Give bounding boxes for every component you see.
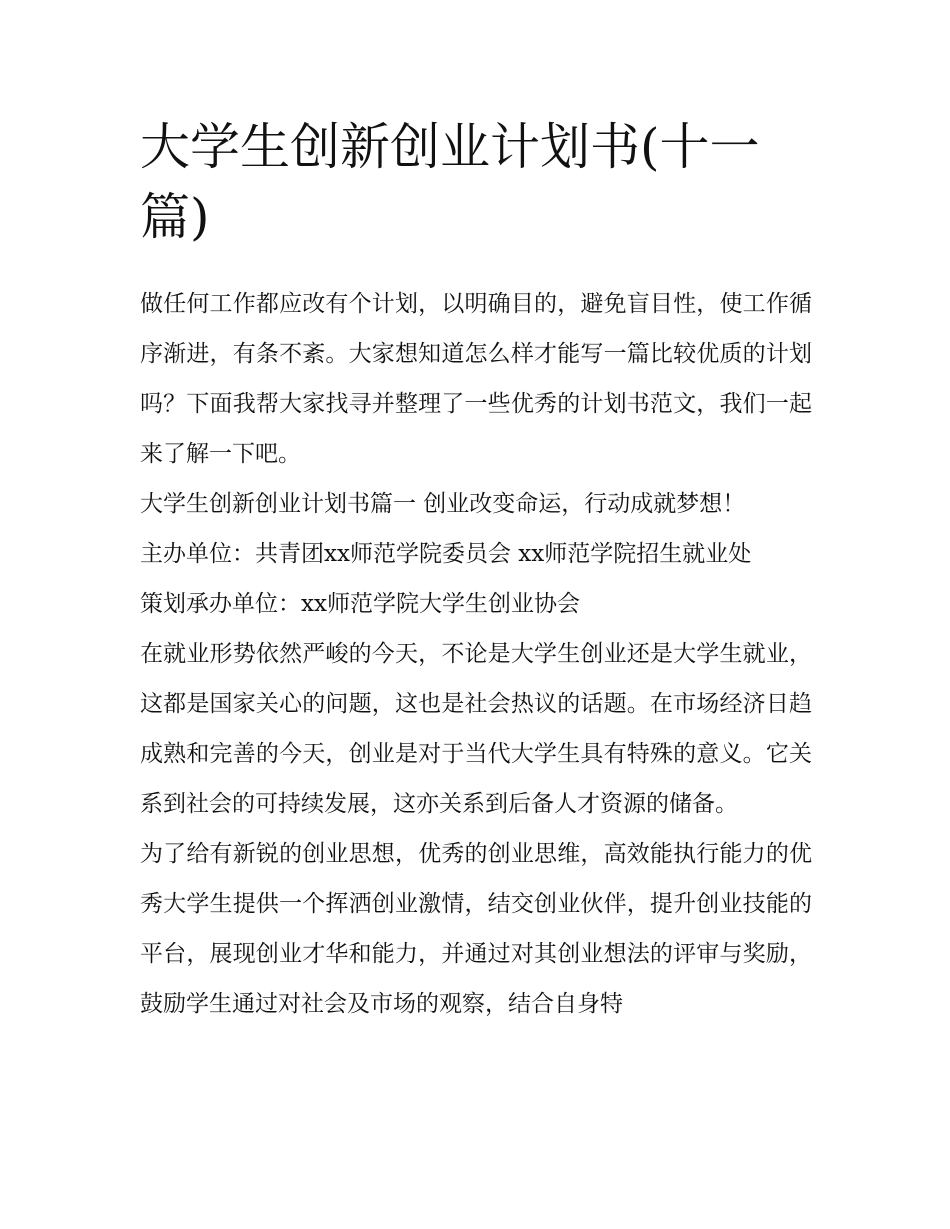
paragraph-background: 在就业形势依然严峻的今天，不论是大学生创业还是大学生就业，这都是国家关心的问题，这也是社会热议的话题。在市场经济日趋成熟和完善的今天，创业是对于当代大学生具有特殊的意义。它关系到社会的可持续发展，这亦关系到后备人才资源的储备。: [140, 641, 812, 817]
paragraph-co-organizer: 策划承办单位：xx师范学院大学生创业协会: [140, 591, 580, 617]
document-body: [140, 279, 812, 1029]
paragraph-organizer: 主办单位：共青团xx师范学院委员会 xx师范学院招生就业处: [140, 541, 752, 567]
paragraph-section-heading: 大学生创新创业计划书篇一 创业改变命运，行动成就梦想！: [140, 491, 746, 517]
document-title: 大学生创新创业计划书(十一篇): [140, 118, 760, 246]
paragraph-purpose: 为了给有新锐的创业思想，优秀的创业思维，高效能执行能力的优秀大学生提供一个挥洒创业激情，结交创业伙伴，提升创业技能的平台，展现创业才华和能力，并通过对其创业想法的评审与奖励，鼓励学生通过对社会及市场的观察，结合自身特: [140, 841, 812, 1017]
paragraph-intro: 做任何工作都应改有个计划，以明确目的，避免盲目性，使工作循序渐进，有条不紊。大家想知道怎么样才能写一篇比较优质的计划吗？下面我帮大家找寻并整理了一些优秀的计划书范文，我们一起来了解一下吧。: [140, 291, 812, 467]
